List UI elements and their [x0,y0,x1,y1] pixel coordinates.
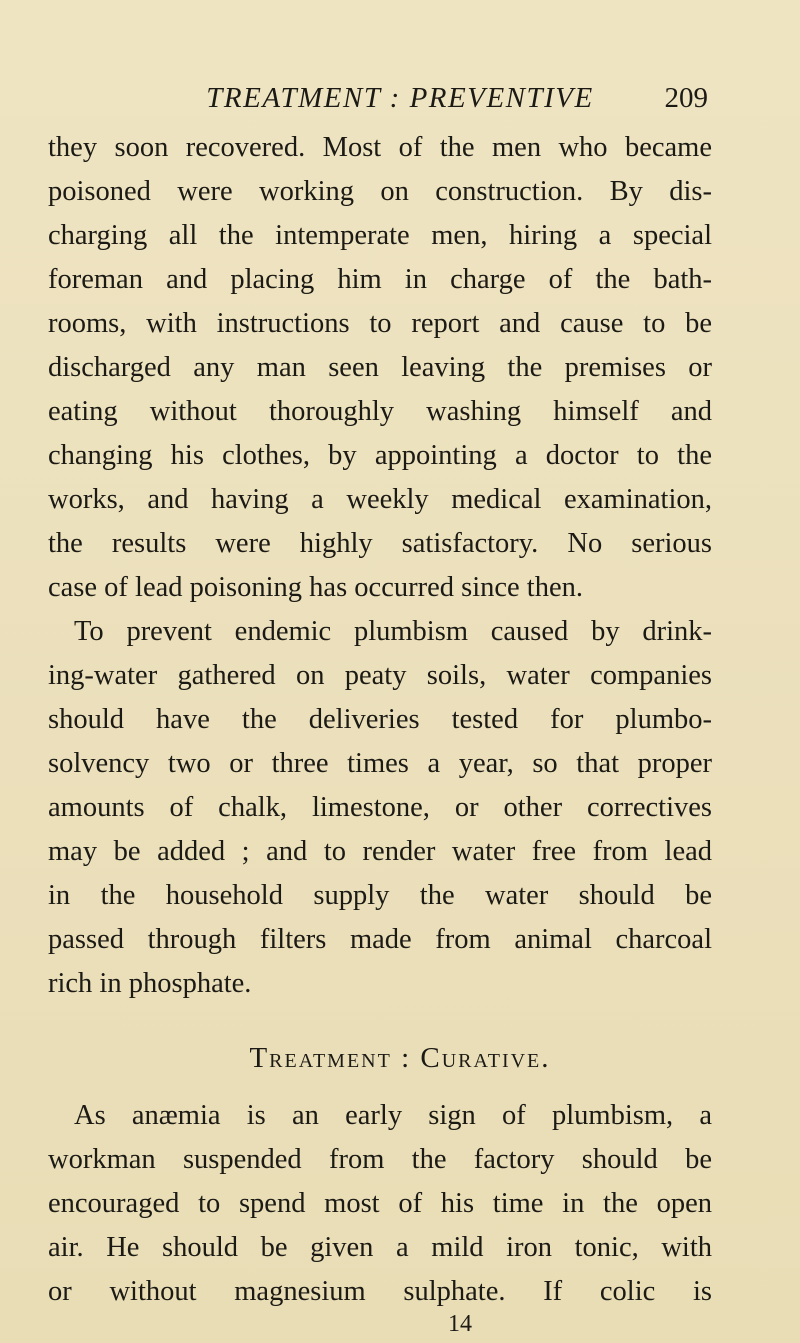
text-line: charging all the intemperate men, hiring a special [48,220,712,251]
text-line: passed through filters made from animal charcoal [48,924,712,955]
text-line: rooms, with instructions to report and cause to be [48,308,712,339]
text-line: they soon recovered. Most of the men who became [48,132,712,163]
text-line: rich in phosphate. [48,968,252,999]
text-line: foreman and placing him in charge of the bath- [48,264,712,295]
text-line: air. He should be given a mild iron tonic, with [48,1232,712,1263]
text-line: eating without thoroughly washing himself and [48,396,712,427]
text-line: the results were highly satisfactory. No serious [48,528,712,559]
text-line: solvency two or three times a year, so that proper [48,748,712,779]
text-line: encouraged to spend most of his time in the open [48,1188,712,1219]
page-number: 209 [664,82,708,114]
text-line: works, and having a weekly medical examination, [48,484,712,515]
text-line: discharged any man seen leaving the premises or [48,352,712,383]
running-head [0,78,800,118]
text-line: case of lead poisoning has occurred since then. [48,572,583,603]
text-line: amounts of chalk, limestone, or other correctives [48,792,712,823]
text-line: should have the deliveries tested for plumbo- [48,704,712,735]
text-line: changing his clothes, by appointing a doctor to the [48,440,712,471]
text-line: As anæmia is an early sign of plumbism, a [74,1100,712,1131]
text-line: or without magnesium sulphate. If colic is [48,1276,712,1307]
signature-mark: 14 [448,1311,472,1337]
text-line: poisoned were working on construction. By dis- [48,176,712,207]
text-line: ing-water gathered on peaty soils, water companies [48,660,712,691]
running-title: TREATMENT : PREVENTIVE [206,82,594,114]
text-line: workman suspended from the factory should be [48,1144,712,1175]
text-line: in the household supply the water should be [48,880,712,911]
section-heading: Treatment : Curative. [249,1042,551,1074]
text-line: To prevent endemic plumbism caused by drink- [74,616,712,647]
text-line: may be added ; and to render water free from lead [48,836,712,867]
